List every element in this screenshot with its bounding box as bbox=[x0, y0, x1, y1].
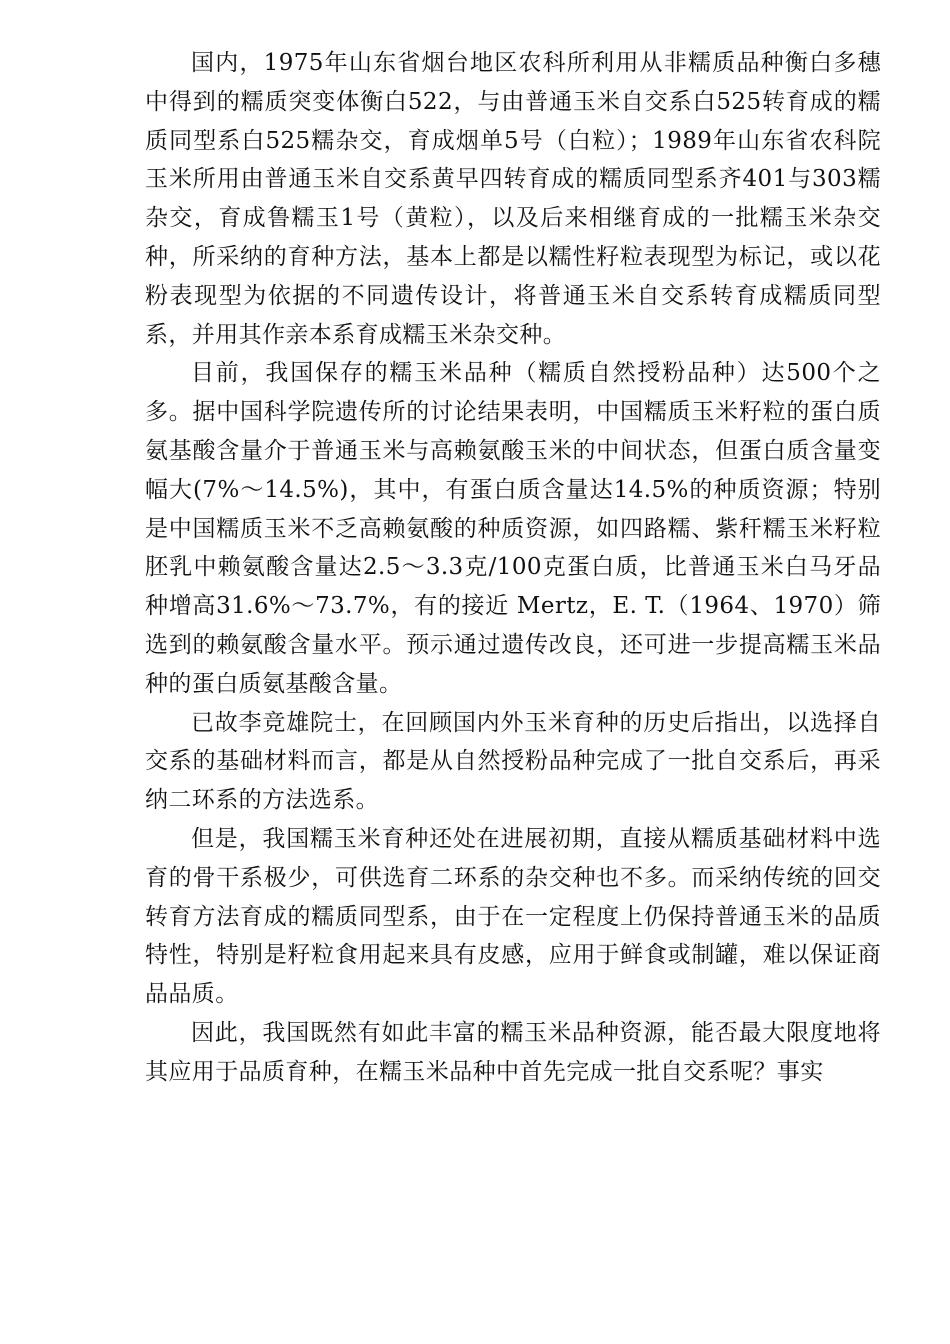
paragraph-1: 国内，1975年山东省烟台地区农科所利用从非糯质品种衡白多穗中得到的糯质突变体衡白522，与由普通玉米自交系白525转育成的糯质同型系白525糯杂交，育成烟单5号（白粒）；1989年山东省农科院玉米所用由普通玉米自交系黄早四转育成的糯质同型系齐401与303糯杂交，育成鲁糯玉1号（黄粒），以及后来相继育成的一批糯玉米杂交种，所采纳的育种方法，基本上都是以糯性籽粒表现型为标记，或以花粉表现型为依据的不同遗传设计，将普通玉米自交系转育成糯质同型系，并用其作亲本系育成糯玉米杂交种。 bbox=[145, 50, 881, 348]
paragraph-4: 但是，我国糯玉米育种还处在进展初期，直接从糯质基础材料中选育的骨干系极少，可供选育二环系的杂交种也不多。而采纳传统的回交转育方法育成的糯质同型系，由于在一定程度上仍保持普通玉米的品质特性，特别是籽粒食用起来具有皮感，应用于鲜食或制罐，难以保证商品品质。 bbox=[145, 825, 881, 1008]
paragraph-5: 因此，我国既然有如此丰富的糯玉米品种资源，能否最大限度地将其应用于品质育种，在糯玉米品种中首先完成一批自交系呢？事实 bbox=[145, 1019, 881, 1085]
paragraph-2: 目前，我国保存的糯玉米品种（糯质自然授粉品种）达500个之多。据中国科学院遗传所的讨论结果表明，中国糯质玉米籽粒的蛋白质氨基酸含量介于普通玉米与高赖氨酸玉米的中间状态，但蛋白质含量变幅大(7%～14.5%)，其中，有蛋白质含量达14.5%的种质资源；特别是中国糯质玉米不乏高赖氨酸的种质资源，如四路糯、紫秆糯玉米籽粒胚乳中赖氨酸含量达2.5～3.3克/100克蛋白质，比普通玉米白马牙品种增高31.6%～73.7%，有的接近 Mertz，E. T.（1964、1970）筛选到的赖氨酸含量水平。预示通过遗传改良，还可进一步提高糯玉米品种的蛋白质氨基酸含量。 bbox=[145, 360, 881, 697]
body-text bbox=[145, 44, 881, 1092]
paragraph-3: 已故李竞雄院士，在回顾国内外玉米育种的历史后指出，以选择自交系的基础材料而言，都是从自然授粉品种完成了一批自交系后，再采纳二环系的方法选系。 bbox=[145, 709, 881, 814]
